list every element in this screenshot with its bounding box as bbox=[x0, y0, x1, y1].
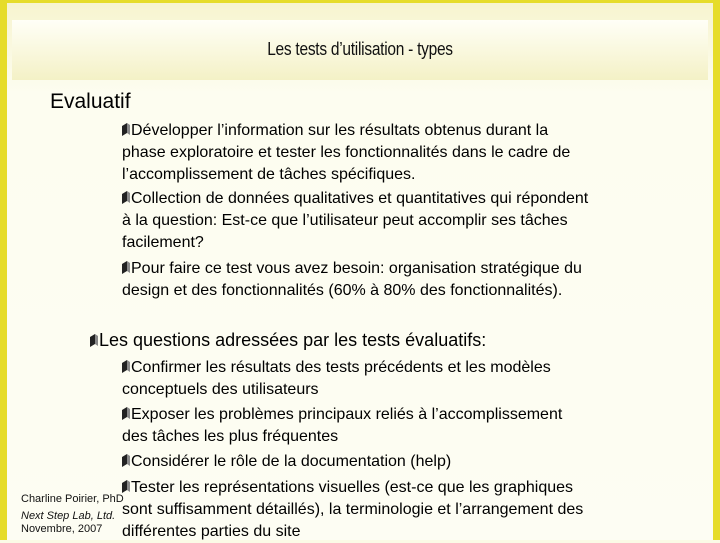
slide-title: Les tests d’utilisation - types bbox=[267, 39, 453, 59]
section-heading: Evaluatif bbox=[50, 90, 131, 113]
bullet-text: Confirmer les résultats des tests précédents et les modèles conceptuels des utilisateurs bbox=[122, 359, 551, 398]
bullet-item bbox=[122, 258, 592, 302]
bullet-icon bbox=[122, 454, 130, 467]
bullet-icon bbox=[122, 360, 130, 373]
bullet-item bbox=[122, 120, 592, 186]
footer-company: Next Step Lab, Ltd. bbox=[21, 510, 116, 522]
bullet-item bbox=[122, 404, 592, 448]
bullet-item bbox=[122, 188, 592, 254]
bullet-item bbox=[122, 451, 592, 473]
footer-date: Novembre, 2007 bbox=[21, 523, 103, 535]
bullet-icon bbox=[122, 407, 130, 420]
bullet-text: Collection de données qualitatives et quantitatives qui répondent à la question: Est-ce que l’utilisateur peut accomplir ses tâches facilement? bbox=[122, 190, 589, 251]
bullet-text: Développer l’information sur les résultats obtenus durant la phase exploratoire et tester les fonctionnalités dans le cadre de l’accomplissement de tâches spécifiques. bbox=[122, 122, 571, 183]
bullet-item-level1 bbox=[90, 329, 650, 351]
bullet-icon bbox=[90, 334, 98, 347]
bullet-icon bbox=[122, 261, 130, 274]
bullet-text: Pour faire ce test vous avez besoin: organisation stratégique du design et des fonctionnalités (60% à 80% des fonctionnalités). bbox=[122, 260, 582, 299]
bullet-text: Les questions adressées par les tests évaluatifs: bbox=[99, 330, 487, 350]
bullet-item bbox=[122, 477, 602, 543]
bullet-text: Tester les représentations visuelles (est-ce que les graphiques sont suffisamment détaillés), la terminologie et l’arrangement des différentes parties du site bbox=[122, 479, 584, 540]
bullet-icon bbox=[122, 191, 130, 204]
bullet-text: Considérer le rôle de la documentation (help) bbox=[131, 453, 452, 470]
footer-author: Charline Poirier, PhD bbox=[21, 493, 124, 505]
bullet-item bbox=[122, 357, 592, 401]
bullet-icon bbox=[122, 123, 130, 136]
bullet-text: Exposer les problèmes principaux reliés à l’accomplissement des tâches les plus fréquentes bbox=[122, 406, 563, 445]
